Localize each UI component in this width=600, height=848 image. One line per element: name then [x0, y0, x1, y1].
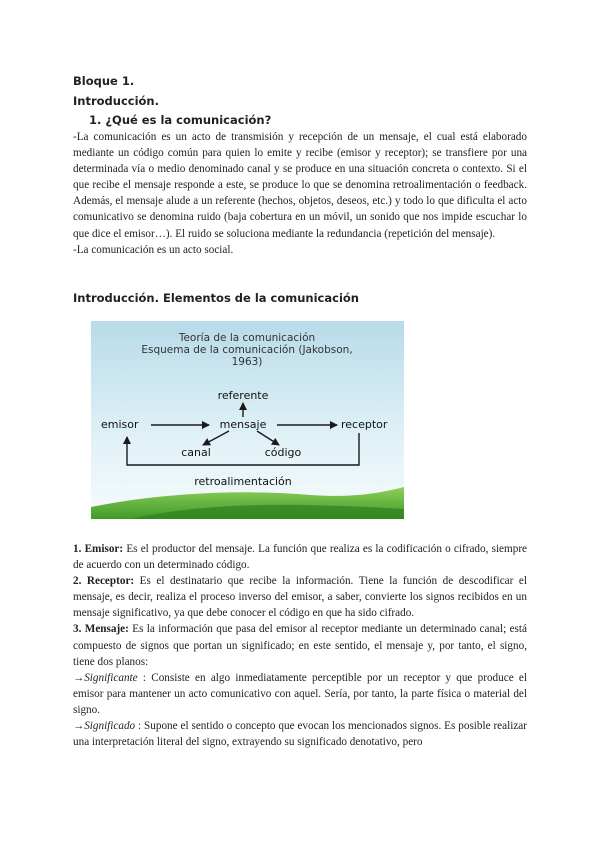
label-receptor: receptor [341, 418, 388, 431]
communication-diagram [91, 321, 404, 519]
block-heading: Bloque 1. [73, 74, 135, 88]
diagram-title-1: Teoría de la comunicación [178, 332, 316, 344]
label-referente: referente [217, 389, 269, 402]
label-emisor: emisor [101, 418, 139, 431]
diagram-svg [91, 321, 404, 519]
diagram-title-3: 1963) [231, 356, 263, 368]
item-significado [73, 718, 527, 750]
text-receptor: Es el destinatario que recibe la información. Tiene la función de descodificar el mensaje, es decir, realiza el proceso inverso del emisor, a saber, convierte los signos recibidos en un mensaje significativo, ya que debe conocer el código en que ha sido cifrado. [73, 575, 527, 620]
arrow-significado: → [73, 720, 85, 733]
item-mensaje [73, 621, 527, 669]
label-codigo: código [264, 446, 302, 459]
label-retroalimentacion: retroalimentación [194, 475, 292, 488]
section-heading-elements: Introducción. Elementos de la comunicación [73, 291, 359, 305]
term-mensaje: 3. Mensaje: [73, 623, 129, 636]
text-significante: : Consiste en algo inmediatamente perceptible por un receptor y que produce el emisor para mantener un acto comunicativo con aquel. Sería, por tanto, la parte física o material del signo. [73, 671, 527, 716]
item-significante [73, 670, 527, 718]
question-heading: 1. ¿Qué es la comunicación? [89, 113, 272, 127]
text-emisor: Es el productor del mensaje. La función que realiza es la codificación o cifrado, siempre de acuerdo con un determinado código. [73, 543, 528, 572]
intro-heading: Introducción. [73, 94, 159, 108]
paragraph-communication [73, 129, 527, 258]
text-significado: : Supone el sentido o concepto que evocan los mencionados signos. Es posible realizar una interpretación literal del signo, extrayendo su significado denotativo, pero [73, 720, 527, 749]
term-emisor: 1. Emisor: [73, 543, 124, 555]
arrow-significante: → [73, 671, 85, 684]
elements-list [73, 541, 527, 750]
paragraph-text-2: -La comunicación es un acto social. [73, 243, 234, 256]
label-mensaje: mensaje [219, 418, 267, 431]
term-significado: Significado [84, 720, 136, 733]
label-canal: canal [181, 446, 211, 459]
item-receptor [73, 573, 527, 621]
paragraph-text-1: -La comunicación es un acto de transmisión y recepción de un mensaje, el cual está elaborado mediante un código común para quien lo emite y recibe (emisor y receptor); se transfiere por una determinada vía o medio denominado canal y se produce en una situación concreta o contexto. Si el que recibe el mensaje responde a este, se produce lo que se denomina retroalimentación o feedback. Además, el mensaje alude a un referente (hechos, objetos, deseos, etc.) y todo lo que dificulta el acto comunicativo se denomina ruido (baja cobertura en un móvil, un sonido que nos impide escuchar lo que dice el emisor…). El ruido se soluciona mediante la redundancia (repetición del mensaje). [73, 131, 527, 240]
item-emisor [73, 541, 527, 573]
term-receptor: 2. Receptor: [73, 575, 135, 588]
text-mensaje: Es la información que pasa del emisor al receptor mediante un determinado canal; está compuesto de signos que portan un significado; en este sentido, el mensaje y, por tanto, el signo, tiene dos planos: [73, 623, 527, 668]
diagram-title-2: Esquema de la comunicación (Jakobson, [141, 344, 353, 356]
term-significante: Significante [84, 671, 138, 684]
